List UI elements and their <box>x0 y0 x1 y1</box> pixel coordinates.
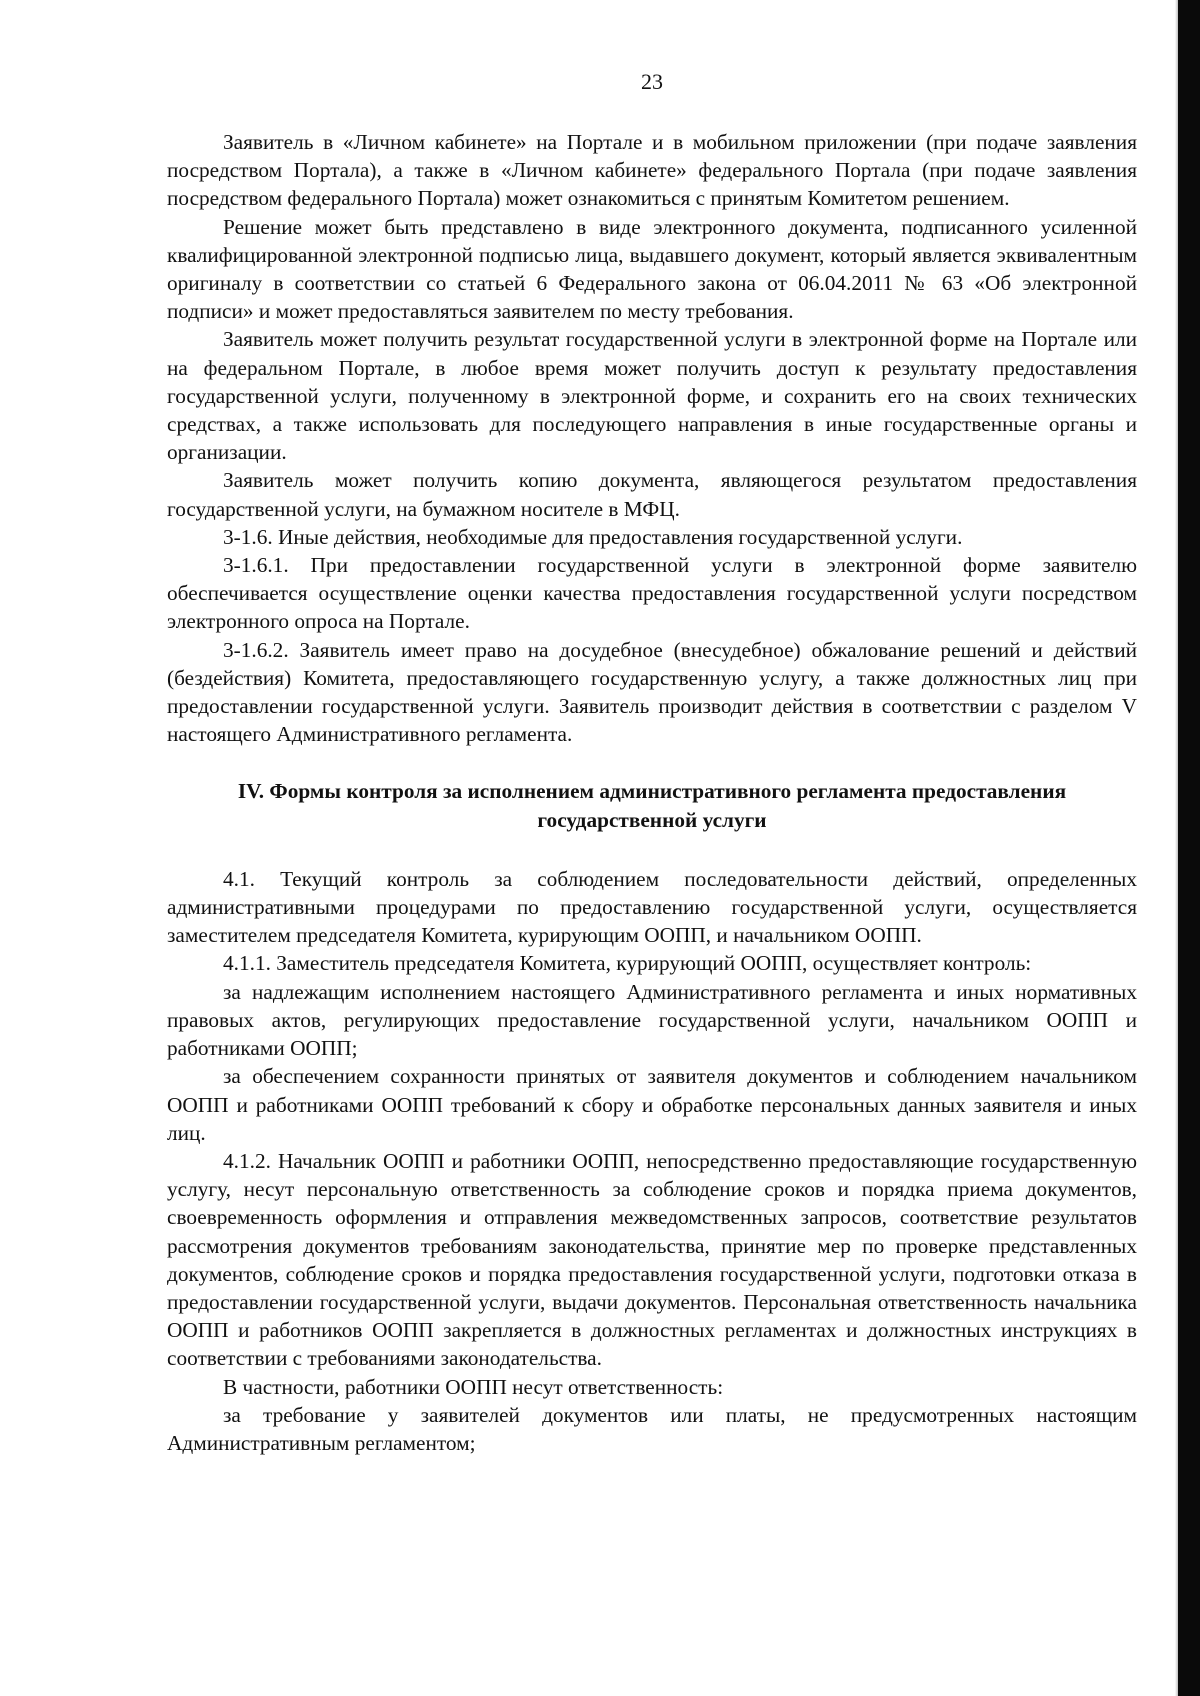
paragraph-control-safety: за обеспечением сохранности принятых от заявителя документов и соблюдением начальником ООПП и работниками ООПП требований к сбору и обработке персональных данных заявителя и иных лиц. <box>167 1064 1137 1145</box>
section-heading-line-1: IV. Формы контроля за исполнением административного регламента предоставления <box>237 779 1067 804</box>
paragraph-paper-copy: Заявитель может получить копию документа, являющегося результатом предоставления государственной услуги, на бумажном носителе в МФЦ. <box>167 468 1137 521</box>
section-heading-line-2: государственной услуги <box>537 807 767 832</box>
paragraph-3-1-6: 3-1.6. Иные действия, необходимые для предоставления государственной услуги. <box>223 524 963 549</box>
section-heading-iv <box>167 777 1137 833</box>
paragraph-control-execution: за надлежащим исполнением настоящего Административного регламента и иных нормативных правовых актов, регулирующих предоставление государственной услуги, начальником ООПП и работниками ООПП; <box>167 979 1137 1061</box>
paragraph-4-1: 4.1. Текущий контроль за соблюдением последовательности действий, определенных административными процедурами по предоставлению государственной услуги, осуществляется заместителем председателя Комитета, курирующим ООПП, и начальником ООПП. <box>167 866 1137 948</box>
document-body <box>167 128 1137 1457</box>
paragraph-electronic-result: Заявитель может получить результат государственной услуги в электронной форме на Портале или на федеральном Портале, в любое время может получить доступ к результату предоставления государственной услуги, полученному в электронной форме, и сохранить его на своих технических средствах, а также использовать для последующего направления в иные государственные органы и организации. <box>167 327 1137 465</box>
paragraph-3-1-6-2: 3-1.6.2. Заявитель имеет право на досудебное (внесудебное) обжалование решений и действий (бездействия) Комитета, предоставляющего государственную услугу, а также должностных лиц при предоставлении государственной услуги. Заявитель производит действия в соответствии с разделом V настоящего Административного регламента. <box>167 637 1137 747</box>
paragraph-responsibility-item: за требование у заявителей документов или платы, не предусмотренных настоящим Административным регламентом; <box>167 1402 1137 1455</box>
paragraph-4-1-2: 4.1.2. Начальник ООПП и работники ООПП, непосредственно предоставляющие государственную услугу, несут персональную ответственность за соблюдение сроков и порядка приема документов, своевременность оформления и отправления межведомственных запросов, соответствие результатов рассмотрения документов требованиям законодательства, принятие мер по проверке представленных документов, соблюдение сроков и порядка предоставления государственной услуги, подготовки отказа в предоставлении государственной услуги, выдачи документов. Персональная ответственность начальника ООПП и работников ООПП закрепляется в должностных регламентах и должностных инструкциях в соответствии с требованиями законодательства. <box>167 1148 1137 1371</box>
page-number: 23 <box>641 69 663 94</box>
paragraph-responsibility-intro: В частности, работники ООПП несут ответственность: <box>223 1374 724 1399</box>
scan-edge-band <box>1178 0 1200 1696</box>
paragraph-4-1-1: 4.1.1. Заместитель председателя Комитета, курирующий ООПП, осуществляет контроль: <box>223 951 1032 976</box>
paragraph-electronic-decision: Решение может быть представлено в виде электронного документа, подписанного усиленной квалифицированной электронной подписью лица, выдавшего документ, который является эквивалентным оригиналу в соответствии со статьей 6 Федерального закона от 06.04.2011 № 63 «Об электронной подписи» и может предоставляться заявителем по месту требования. <box>167 214 1137 324</box>
paragraph-3-1-6-1: 3-1.6.1. При предоставлении государственной услуги в электронной форме заявителю обеспечивается осуществление оценки качества предоставления государственной услуги посредством электронного опроса на Портале. <box>167 553 1137 634</box>
paragraph-personal-cabinet: Заявитель в «Личном кабинете» на Портале и в мобильном приложении (при подаче заявления посредством Портала), а также в «Личном кабинете» федерального Портала (при подаче заявления посредством федерального Портала) может ознакомиться с принятым Комитетом решением. <box>167 130 1137 211</box>
